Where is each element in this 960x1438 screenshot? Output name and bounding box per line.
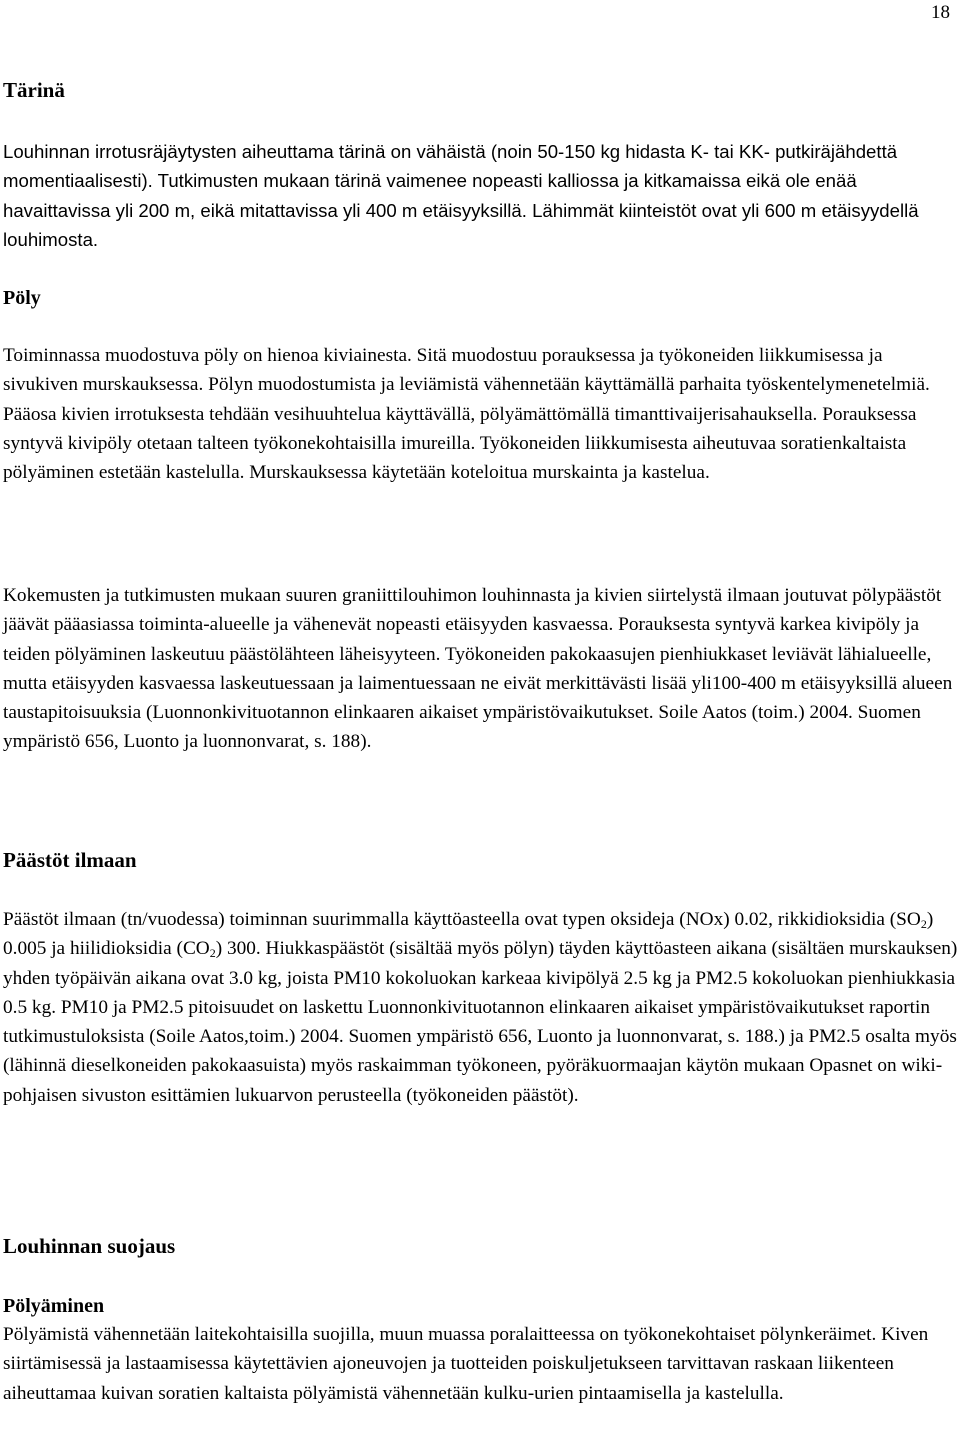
section-suojaus-sub <box>3 1292 958 1321</box>
paragraph-part: ) 300. Hiukkaspäästöt (sisältää myös pölyn) täyden käyttöasteen aikana (sisältäen murskauksen) yhden työpäivän aikana ovat 3.0 kg, joista PM10 kokoluokan karkeaa kivipölyä 2.5 kg ja PM2.5 kokoluokan pienhiukkasia 0.5 kg. PM10 ja PM2.5 pitoisuudet on laskettu Luonnonkivituotannon elinkaaren aikaiset ympäristövaikutukset raportin tutkimustuloksista (Soile Aatos,toim.) 2004. Suomen ympäristö 656, Luonto ja luonnonvarat, s. 188.) ja PM2.5 osalta myös (lähinnä dieselkoneiden pakokaasuista) myös raskaimman työkoneen, pyöräkuormaajan käytön mukaan Opasnet on wiki-pohjaisen sivuston esittämien lukuarvon perusteella (työkoneiden päästöt). <box>3 938 958 1106</box>
section-heading: Louhinnan suojaus <box>3 1234 176 1258</box>
page-number: 18 <box>931 2 950 23</box>
section-poly <box>3 284 958 313</box>
section-suojaus <box>3 1232 958 1261</box>
section-tarina <box>3 76 958 105</box>
subscript: 2 <box>920 916 927 931</box>
section-suojaus-body <box>3 1320 958 1408</box>
paragraph: Kokemusten ja tutkimusten mukaan suuren graniittilouhimon louhinnasta ja kivien siirtelystä ilmaan joutuvat pölypäästöt jäävät pääasiassa toiminta-alueelle ja vähenevät nopeasti etäisyyden kasvaessa. Porauksesta syntyvä karkea kivipöly ja teiden pölyäminen laskeutuu päästölähteen läheisyyteen. Työkoneiden pakokaasujen pienhiukkaset leviävät lähialueelle, mutta etäisyyden kasvaessa laskeutuessaan ja laimentuessaan ne eivät merkittävästi lisää yli100-400 m etäisyyksillä alueen taustapitoisuuksia (Luonnonkivituotannon elinkaaren aikaiset ympäristövaikutukset. Soile Aatos (toim.) 2004. Suomen ympäristö 656, Luonto ja luonnonvarat, s. 188). <box>3 585 953 753</box>
subscript: 2 <box>209 946 216 961</box>
paragraph: Toiminnassa muodostuva pöly on hienoa kiviainesta. Sitä muodostuu porauksessa ja työkoneiden liikkumisessa ja sivukiven murskauksessa. Pölyn muodostumista ja leviämistä vähennetään käyttämällä parhaita työskentelymenetelmiä. Pääosa kivien irrotuksesta tehdään vesihuuhtelua käyttävällä, pölyämättömällä timanttivaijerisahauksella. Porauksessa syntyvä kivipöly otetaan talteen työkonekohtaisilla imureilla. Työkoneiden liikkumisesta aiheutuvaa soratienkaltaista pölyäminen estetään kastelulla. Murskauksessa käytetään koteloitua murskainta ja kastelua. <box>3 345 930 484</box>
section-heading: Päästöt ilmaan <box>3 848 137 872</box>
paragraph <box>3 905 958 1110</box>
section-heading: Tärinä <box>3 78 65 102</box>
section-poly-body-1 <box>3 341 958 487</box>
section-heading: Pöly <box>3 287 41 309</box>
paragraph: Pölyämistä vähennetään laitekohtaisilla suojilla, muun muassa poralaitteessa on työkonekohtaiset pölynkeräimet. Kiven siirtämisessä ja lastaamisessa käytettävien ajoneuvojen ja tuotteiden poiskuljetukseen tarvittavan raskaan liikenteen aiheuttamaa kuivan soratien kaltaista pölyämistä vähennetään kulku-urien pintaamisella ja kastelulla. <box>3 1324 929 1404</box>
paragraph-part: Päästöt ilmaan (tn/vuodessa) toiminnan suurimmalla käyttöasteella ovat typen oksideja (NOx) 0.02, rikkidioksidia (SO <box>3 909 921 930</box>
section-paastot-body <box>3 905 958 1110</box>
paragraph: Louhinnan irrotusräjäytysten aiheuttama tärinä on vähäistä (noin 50-150 kg hidasta K- tai KK- putkiräjähdettä momentiaalisesti). Tutkimusten mukaan tärinä vaimenee nopeasti kalliossa ja kitkamaissa eikä ole enää havaittavissa yli 200 m, eikä mitattavissa yli 400 m etäisyyksillä. Lähimmät kiinteistöt ovat yli 600 m etäisyydellä louhimosta. <box>3 141 919 250</box>
subsection-heading: Pölyäminen <box>3 1295 105 1317</box>
paragraph-part: ) 0.005 ja hiilidioksidia (CO <box>3 909 934 960</box>
section-poly-body-2 <box>3 581 958 757</box>
section-tarina-body <box>3 137 958 254</box>
section-paastot <box>3 846 958 875</box>
